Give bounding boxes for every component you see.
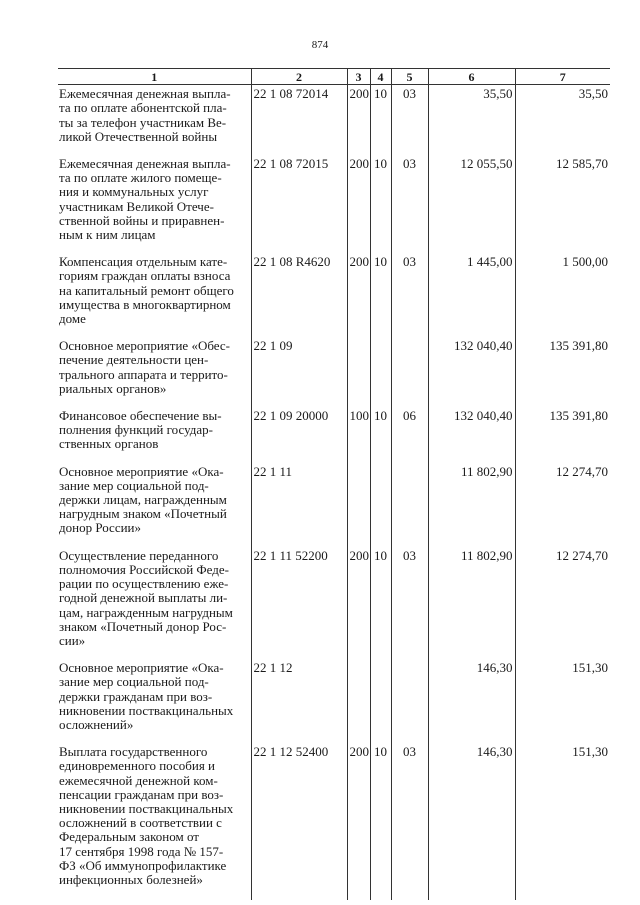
row-sum-year1: 11 802,90	[428, 465, 515, 549]
row-subsection: 03	[391, 255, 428, 339]
row-section: 10	[370, 409, 391, 465]
row-subsection: 03	[391, 549, 428, 661]
row-sum-year2: 135 391,80	[515, 409, 610, 465]
row-name: Ежемесячная денежная выпла- та по оплате жилого помеще- ния и коммунальных услуг участникам Великой Отече- ственной войны и приравнен- ным к ним лицам	[59, 156, 231, 243]
row-expense-type: 100	[347, 409, 370, 465]
row-name: Осуществление переданного полномочия Российской Феде- рации по осуществлению еже- годной денежной выплаты ли- цам, награжденным нагрудным знаком «Почетный донор Рос- сии»	[59, 547, 233, 648]
row-section: 10	[370, 745, 391, 900]
row-sum-year1: 146,30	[428, 661, 515, 745]
row-expense-type: 200	[347, 255, 370, 339]
row-sum-year1: 35,50	[428, 85, 515, 157]
table-row	[58, 745, 610, 900]
header-row	[58, 69, 610, 85]
column-header: 6	[428, 69, 515, 85]
row-target-article: 22 1 11	[251, 465, 347, 549]
table-row	[58, 549, 610, 661]
row-subsection: 03	[391, 85, 428, 157]
budget-table	[58, 68, 610, 900]
table-row	[58, 661, 610, 745]
row-target-article: 22 1 08 R4620	[251, 255, 347, 339]
row-name: Финансовое обеспечение вы- полнения функций государ- ственных органов	[59, 408, 222, 452]
row-sum-year2: 135 391,80	[515, 339, 610, 409]
row-section: 10	[370, 157, 391, 255]
table-row	[58, 255, 610, 339]
column-header: 4	[370, 69, 391, 85]
row-name: Выплата государственного единовременного пособия и ежемесячной денежной ком- пенсации гражданам при воз- никновении поствакцинальных осложнений в соответствии с Федеральным законом от 17 сентября 1998 года № 157- ФЗ «Об иммунопрофилактике инфекционных болезней»	[59, 744, 234, 887]
row-sum-year1: 146,30	[428, 745, 515, 900]
row-name: Основное мероприятие «Ока- зание мер социальной под- держки гражданам при воз- никновении поствакцинальных осложнений»	[59, 660, 234, 732]
row-target-article: 22 1 12 52400	[251, 745, 347, 900]
row-sum-year1: 132 040,40	[428, 409, 515, 465]
row-sum-year1: 11 802,90	[428, 549, 515, 661]
row-subsection	[391, 339, 428, 409]
row-sum-year2: 12 274,70	[515, 549, 610, 661]
table-row	[58, 465, 610, 549]
row-sum-year2: 151,30	[515, 745, 610, 900]
row-name: Ежемесячная денежная выпла- та по оплате абонентской пла- ты за телефон участникам Ве- ликой Отечественной войны	[59, 86, 231, 144]
row-section	[370, 661, 391, 745]
table-row	[58, 85, 610, 157]
row-section	[370, 465, 391, 549]
row-expense-type: 200	[347, 549, 370, 661]
page-number: 874	[311, 39, 329, 51]
row-sum-year2: 12 274,70	[515, 465, 610, 549]
row-sum-year1: 132 040,40	[428, 339, 515, 409]
row-section	[370, 339, 391, 409]
row-sum-year2: 1 500,00	[515, 255, 610, 339]
row-sum-year2: 12 585,70	[515, 157, 610, 255]
row-target-article: 22 1 12	[251, 661, 347, 745]
row-expense-type	[347, 465, 370, 549]
row-target-article: 22 1 08 72015	[251, 157, 347, 255]
table-row	[58, 339, 610, 409]
column-header: 2	[251, 69, 347, 85]
row-subsection: 03	[391, 157, 428, 255]
row-target-article: 22 1 09	[251, 339, 347, 409]
row-subsection: 03	[391, 745, 428, 900]
row-target-article: 22 1 11 52200	[251, 549, 347, 661]
row-expense-type	[347, 339, 370, 409]
row-sum-year2: 151,30	[515, 661, 610, 745]
row-sum-year2: 35,50	[515, 85, 610, 157]
row-sum-year1: 1 445,00	[428, 255, 515, 339]
row-expense-type: 200	[347, 85, 370, 157]
row-expense-type: 200	[347, 745, 370, 900]
table-row	[58, 157, 610, 255]
row-name: Компенсация отдельным кате- гориям граждан оплаты взноса на капитальный ремонт общего имущества в многоквартирном доме	[59, 254, 234, 327]
row-name: Основное мероприятие «Ока- зание мер социальной под- держки лицам, награжденным нагрудным знаком «Почетный донор России»	[59, 463, 227, 536]
row-name: Основное мероприятие «Обес- печение деятельности цен- трального аппарата и террито- риальных органов»	[59, 338, 230, 396]
row-subsection	[391, 661, 428, 745]
row-subsection: 06	[391, 409, 428, 465]
row-subsection	[391, 465, 428, 549]
column-header: 5	[391, 69, 428, 85]
row-section: 10	[370, 255, 391, 339]
row-expense-type: 200	[347, 157, 370, 255]
row-target-article: 22 1 08 72014	[251, 85, 347, 157]
table-row	[58, 409, 610, 465]
column-header: 3	[347, 69, 370, 85]
row-expense-type	[347, 661, 370, 745]
column-header: 1	[58, 69, 251, 85]
row-section: 10	[370, 549, 391, 661]
row-target-article: 22 1 09 20000	[251, 409, 347, 465]
row-section: 10	[370, 85, 391, 157]
row-sum-year1: 12 055,50	[428, 157, 515, 255]
column-header: 7	[515, 69, 610, 85]
